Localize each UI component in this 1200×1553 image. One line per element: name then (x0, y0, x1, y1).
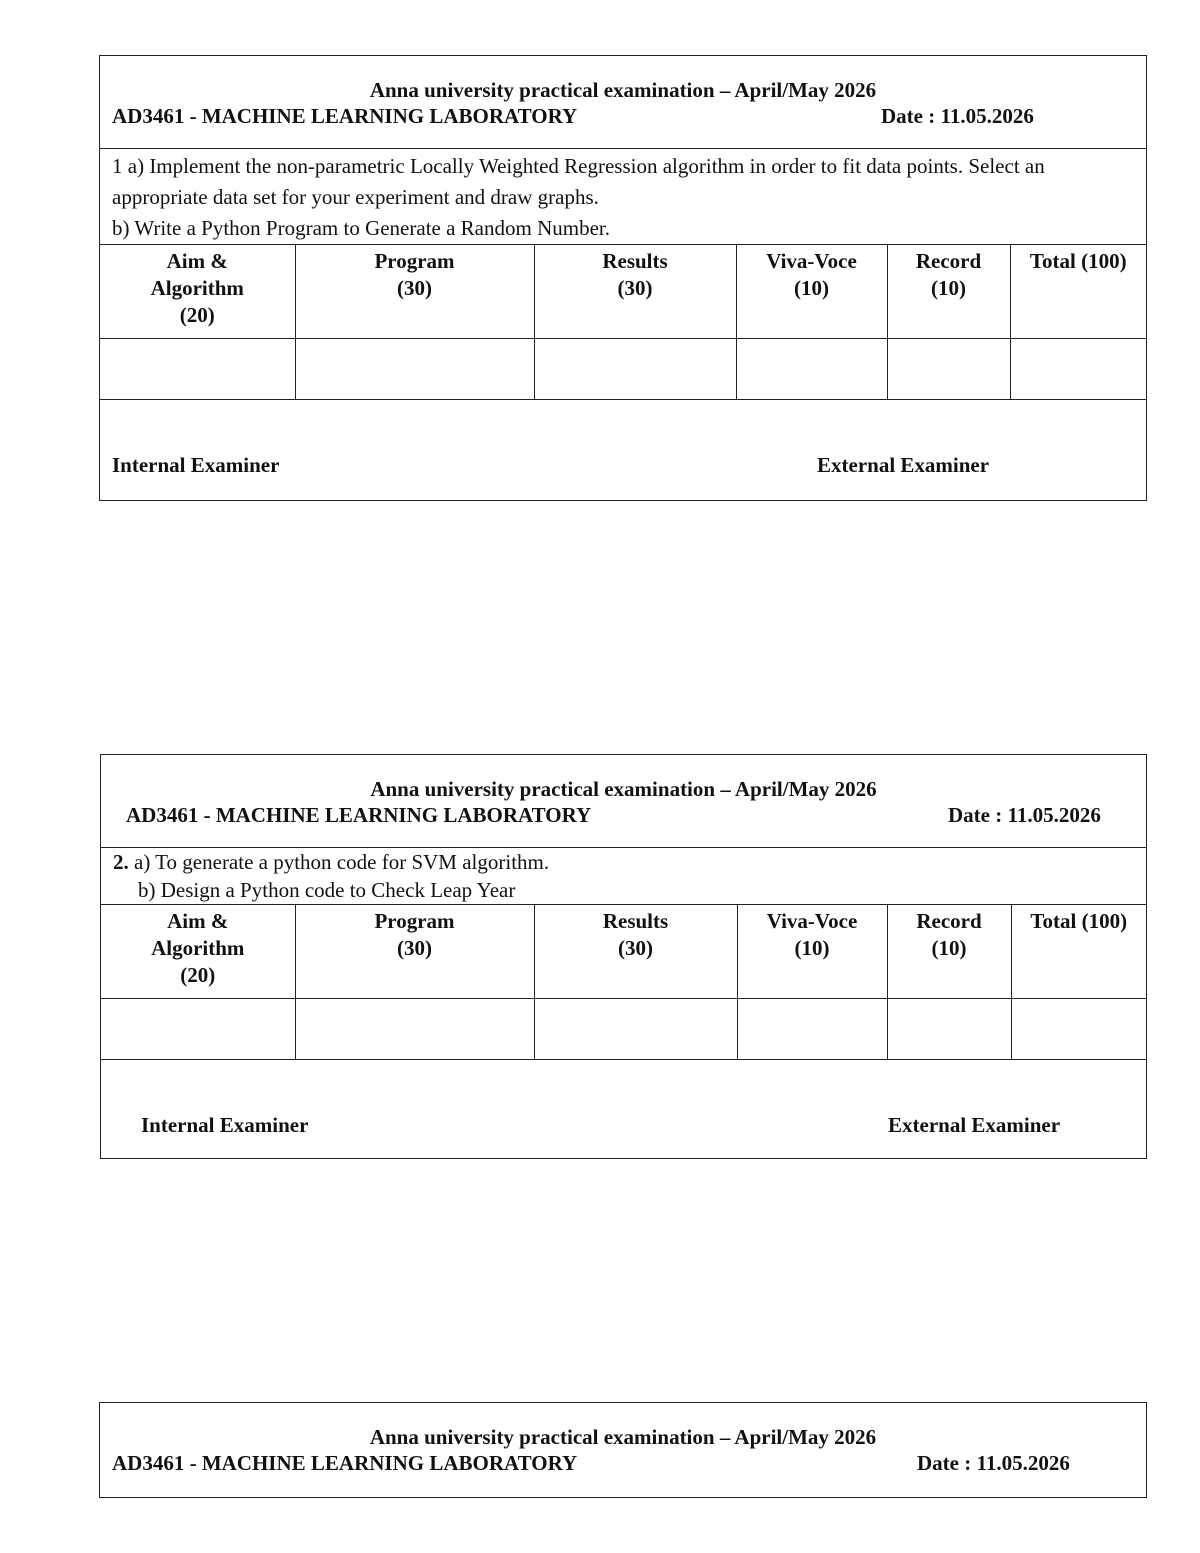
question-part-b: b) Write a Python Program to Generate a Random Number. (112, 216, 610, 240)
column-results: Results (30) (534, 905, 737, 998)
question-number: 2. (113, 850, 129, 874)
column-record: Record (10) (887, 905, 1011, 998)
column-viva-voce: Viva-Voce (10) (737, 905, 887, 998)
exam-date: Date : 11.05.2026 (948, 803, 1101, 827)
column-aim-algorithm: Aim & Algorithm (20) (100, 245, 295, 338)
mark-cell-total[interactable] (1011, 998, 1146, 1059)
exam-card-3 (99, 1402, 1147, 1498)
question-part-a: a) To generate a python code for SVM algorithm. (134, 850, 550, 874)
exam-title: Anna university practical examination – April/May 2026 (370, 777, 877, 801)
mark-cell-record[interactable] (887, 998, 1011, 1059)
internal-examiner: Internal Examiner (112, 452, 280, 477)
mark-cell-results[interactable] (534, 338, 736, 399)
question-text (100, 149, 1146, 245)
mark-cell-aim[interactable] (100, 338, 295, 399)
exam-card-2 (100, 754, 1147, 1159)
card-header (100, 56, 1146, 149)
exam-title: Anna university practical examination – April/May 2026 (369, 1425, 877, 1449)
column-aim-algorithm: Aim & Algorithm (20) (101, 905, 295, 998)
mark-cell-total[interactable] (1010, 338, 1146, 399)
column-record: Record (10) (887, 245, 1010, 338)
mark-cell-viva[interactable] (736, 338, 887, 399)
column-program: Program (30) (295, 905, 534, 998)
internal-examiner: Internal Examiner (141, 1112, 309, 1137)
card-header (101, 755, 1146, 848)
external-examiner: External Examiner (888, 1112, 1061, 1137)
signature-row (100, 400, 1146, 502)
column-viva-voce: Viva-Voce (10) (736, 245, 887, 338)
exam-date: Date : 11.05.2026 (917, 1451, 1070, 1475)
column-total: Total (100) (1011, 905, 1146, 998)
mark-cell-record[interactable] (887, 338, 1010, 399)
question-number: 1 (112, 154, 123, 178)
question-part-b: b) Design a Python code to Check Leap Year (138, 878, 516, 902)
mark-cell-results[interactable] (534, 998, 737, 1059)
mark-cell-aim[interactable] (101, 998, 295, 1059)
column-program: Program (30) (295, 245, 534, 338)
course-title: AD3461 - MACHINE LEARNING LABORATORY (112, 1451, 578, 1475)
exam-date: Date : 11.05.2026 (881, 104, 1034, 128)
external-examiner: External Examiner (817, 452, 990, 477)
card-header (100, 1403, 1146, 1496)
mark-cell-viva[interactable] (737, 998, 887, 1059)
marks-table (100, 245, 1146, 400)
mark-cell-program[interactable] (295, 338, 534, 399)
course-title: AD3461 - MACHINE LEARNING LABORATORY (126, 803, 592, 827)
exam-title: Anna university practical examination – April/May 2026 (369, 78, 877, 102)
question-part-a: a) Implement the non-parametric Locally Weighted Regression algorithm in order to fit data points. Select an appropriate data set for your experiment and draw graphs. (112, 154, 1045, 209)
question-text (101, 848, 1146, 905)
column-results: Results (30) (534, 245, 736, 338)
column-total: Total (100) (1010, 245, 1146, 338)
exam-card-1 (99, 55, 1147, 501)
marks-table (101, 905, 1146, 1060)
mark-cell-program[interactable] (295, 998, 534, 1059)
course-title: AD3461 - MACHINE LEARNING LABORATORY (112, 104, 578, 128)
signature-row (101, 1060, 1146, 1162)
